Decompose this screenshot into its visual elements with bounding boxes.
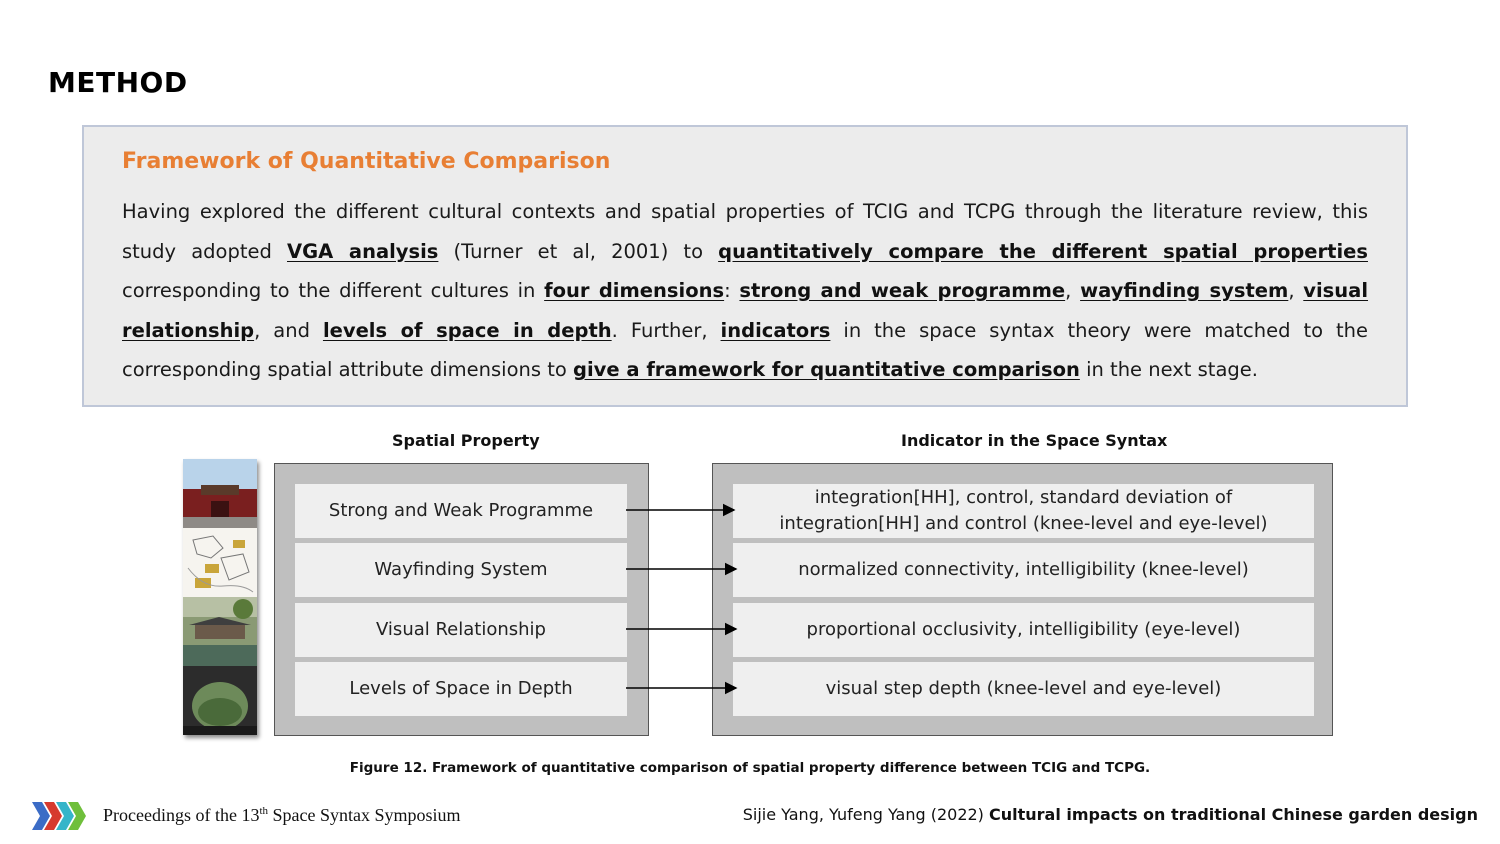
figure-caption: Figure 12. Framework of quantitative comparison of spatial property difference between TCIG and TCPG. (349, 760, 1151, 776)
emphasis: levels of space in depth (322, 318, 612, 342)
text-run: : (724, 279, 740, 302)
text-run: , (1288, 279, 1304, 302)
text-run: (Turner et al, 2001) to (438, 239, 719, 263)
footer-paper-title: Cultural impacts on traditional Chinese garden design (989, 805, 1478, 824)
text-run: in the space syntax theory were matched to the corresponding spatial attribute dimensions to (122, 318, 1369, 381)
box-title: Framework of Quantitative Comparison (122, 149, 611, 174)
text-run: , and (254, 318, 323, 342)
section-heading: METHOD (48, 66, 188, 99)
property-cell: Strong and Weak Programme (295, 484, 627, 538)
emphasis: visual relationship (122, 279, 1369, 342)
emphasis: VGA analysis (287, 239, 439, 263)
indicator-cell: visual step depth (knee-level and eye-level) (733, 662, 1314, 716)
indicator-cell: normalized connectivity, intelligibility (knee-level) (733, 543, 1314, 597)
property-cell: Levels of Space in Depth (295, 662, 627, 716)
symposium-logo (32, 800, 88, 832)
citation-footer (743, 805, 1478, 824)
spatial-property-header: Spatial Property (392, 431, 540, 450)
emphasis: indicators (720, 318, 831, 342)
emphasis: strong and weak programme (739, 279, 1066, 302)
footer-authors: Sijie Yang, Yufeng Yang (2022) (742, 805, 989, 824)
emphasis: give a framework for quantitative comparison (573, 358, 1080, 381)
text-run: Having explored the different cultural contexts and spatial properties of TCIG and TCPG through the literature review, this study adopted (122, 200, 1368, 263)
footer-text: Proceedings of the 13 (103, 805, 260, 825)
indicator-header: Indicator in the Space Syntax (901, 431, 1168, 450)
proceedings-footer (103, 805, 461, 826)
property-cell: Wayfinding System (295, 543, 627, 597)
text-run: corresponding to the different cultures in (122, 279, 545, 302)
footer-superscript: th (259, 805, 269, 817)
emphasis: quantitatively compare the different spatial properties (718, 239, 1368, 263)
text-run: in the next stage. (1079, 358, 1258, 381)
footer-text: Space Syntax Symposium (268, 805, 461, 825)
text-run: . Further, (611, 318, 721, 342)
indicator-cell: integration[HH], control, standard deviation of integration[HH] and control (knee-level and eye-level) (733, 484, 1314, 538)
text-run: , (1065, 279, 1081, 302)
property-cell: Visual Relationship (295, 603, 627, 657)
indicator-cell: proportional occlusivity, intelligibility (eye-level) (733, 603, 1314, 657)
emphasis: four dimensions (544, 279, 725, 302)
emphasis: wayfinding system (1080, 279, 1289, 302)
